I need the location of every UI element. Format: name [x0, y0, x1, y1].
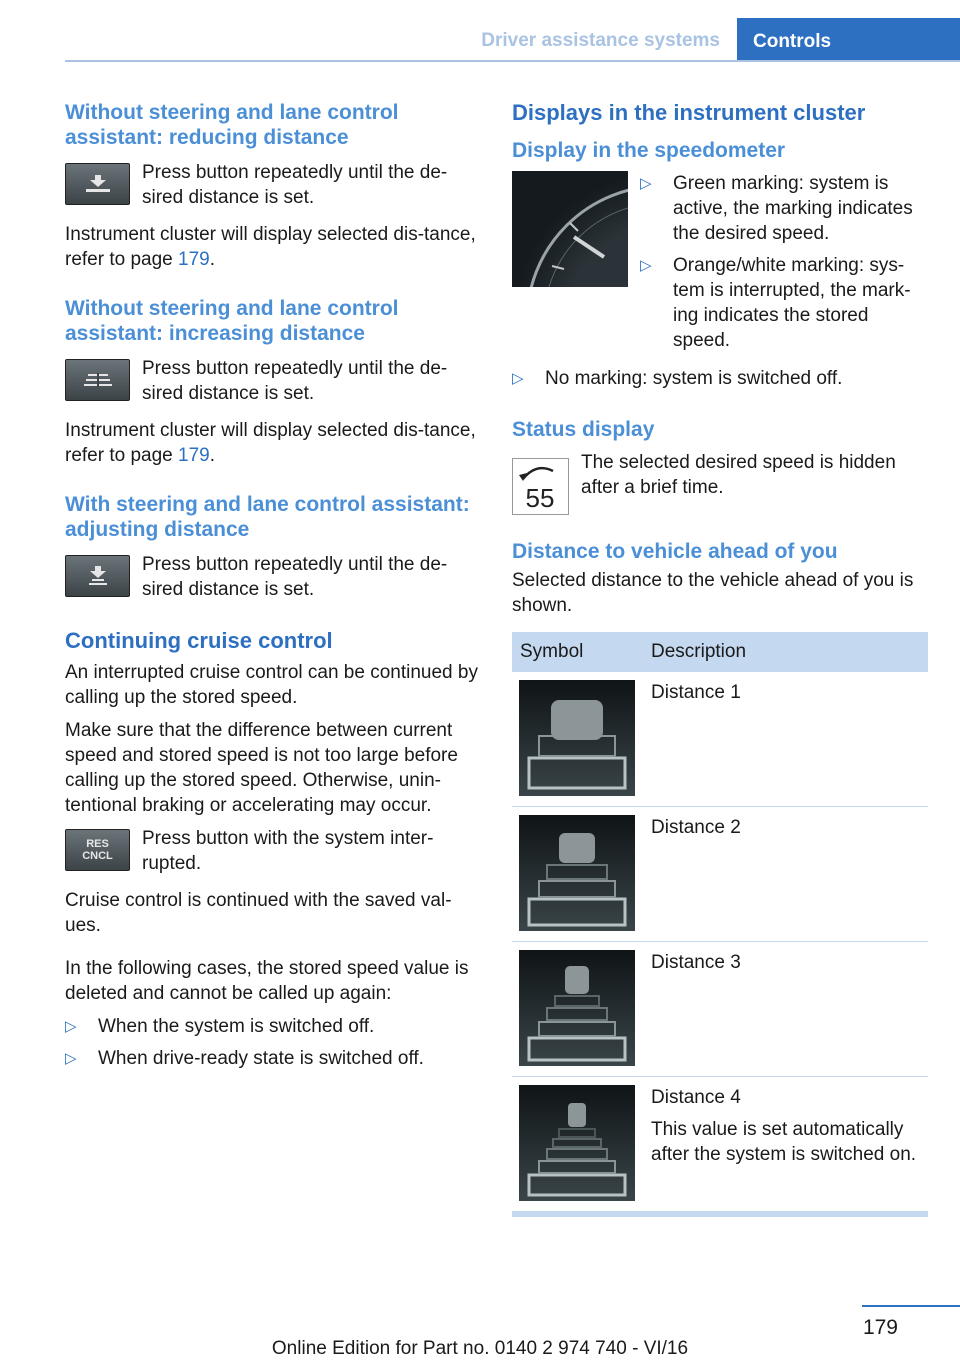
list-item: ▷ No marking: system is switched off. — [512, 368, 843, 389]
res-cncl-row — [65, 826, 479, 876]
page-ref-link[interactable]: 179 — [178, 249, 210, 270]
list-item: ▷ Orange/white marking: sys-tem is interrupted, the mark-ing indicates the stored speed. — [640, 255, 911, 351]
page-ref-link[interactable]: 179 — [178, 445, 210, 466]
heading-increase-distance: Without steering and lane control assistant: increasing distance — [65, 297, 399, 345]
reduce-distance-button-icon — [65, 163, 130, 205]
page-number: 179 — [862, 1316, 898, 1339]
status-speed-value: 55 — [525, 483, 555, 513]
increase-distance-text: Press button repeatedly until the de-sired distance is set. — [142, 358, 448, 404]
table-header-symbol: Symbol — [512, 632, 643, 672]
header-section-title: Driver assistance systems — [481, 30, 720, 51]
header-rule — [65, 60, 960, 62]
list-item: ▷ When drive-ready state is switched off. — [65, 1048, 424, 1069]
table-row — [512, 1077, 928, 1212]
heading-adjust-distance: With steering and lane control assistant: adjusting distance — [65, 493, 470, 541]
table-row — [512, 942, 928, 1077]
table-row — [512, 807, 928, 942]
continuing-para-2: Make sure that the difference between current speed and stored speed is not too large before calling up the stored speed. Otherwise, unin-tentional braking or accelerating may occur. — [65, 720, 458, 816]
left-column — [65, 100, 479, 1078]
heading-display-speedometer: Display in the speedometer — [512, 139, 786, 162]
speedometer-block — [512, 171, 928, 360]
triangle-bullet-icon: ▷ — [65, 1050, 77, 1067]
list-item: ▷ When the system is switched off. — [65, 1016, 375, 1037]
res-cncl-button-icon — [65, 829, 130, 871]
table-header-description: Description — [643, 632, 928, 672]
heading-distance-vehicle-ahead: Distance to vehicle ahead of you — [512, 540, 838, 563]
table-row — [512, 672, 928, 807]
increase-distance-row — [65, 356, 479, 406]
distance-4-symbol — [519, 1085, 635, 1201]
table-bottom-rule — [512, 1212, 928, 1217]
distance-table — [512, 632, 928, 1212]
heading-status-display: Status display — [512, 418, 655, 441]
edition-text: Online Edition for Part no. 0140 2 974 740 - VI/16 — [271, 1338, 689, 1359]
distance-para: Selected distance to the vehicle ahead of you is shown. — [512, 570, 914, 616]
reduce-distance-text: Press button repeatedly until the de-sired distance is set. — [142, 162, 448, 208]
heading-continuing-cruise-control: Continuing cruise control — [65, 628, 333, 653]
status-display-text: The selected desired speed is hidden after a brief time. — [581, 452, 896, 498]
page-footer — [0, 1300, 960, 1362]
res-cncl-label: RES CNCL — [82, 838, 113, 862]
increase-distance-button-icon — [65, 359, 130, 401]
res-cncl-text: Press button with the system inter-rupted. — [142, 828, 434, 874]
triangle-bullet-icon: ▷ — [640, 175, 652, 192]
continuing-para-3: Cruise control is continued with the saved val-ues. — [65, 890, 452, 936]
triangle-bullet-icon: ▷ — [65, 1018, 77, 1035]
continuing-para-1: An interrupted cruise control can be continued by calling up the stored speed. — [65, 662, 478, 708]
distance-label: Distance 2 — [651, 817, 741, 838]
heading-displays-instrument-cluster: Displays in the instrument cluster — [512, 100, 866, 125]
triangle-bullet-icon: ▷ — [640, 257, 652, 274]
speedometer-bullets — [640, 171, 928, 360]
adjust-distance-text: Press button repeatedly until the de-sired distance is set. — [142, 554, 448, 600]
distance-3-symbol — [519, 950, 635, 1066]
distance-label: Distance 3 — [651, 952, 741, 973]
distance-1-symbol — [519, 680, 635, 796]
list-item: ▷ Green marking: system is active, the marking indicates the desired speed. — [640, 173, 913, 244]
distance-label: Distance 1 — [651, 682, 741, 703]
adjust-distance-row — [65, 552, 479, 602]
adjust-distance-button-icon — [65, 555, 130, 597]
header-tab-controls[interactable]: Controls — [737, 18, 960, 62]
page-number-rule — [862, 1305, 960, 1307]
distance-label: Distance 4 — [651, 1087, 741, 1108]
distance-2-symbol — [519, 815, 635, 931]
status-speed-symbol — [512, 458, 569, 515]
heading-reduce-distance: Without steering and lane control assistant: reducing distance — [65, 101, 399, 149]
speedometer-image — [512, 171, 628, 287]
distance-note: This value is set automatically after the system is switched on. — [651, 1119, 917, 1165]
reduce-distance-row — [65, 160, 479, 210]
continuing-para-4: In the following cases, the stored speed value is deleted and cannot be called up again: — [65, 958, 469, 1004]
reduce-distance-para: Instrument cluster will display selected dis-tance, refer to page 179. — [65, 224, 476, 270]
triangle-bullet-icon: ▷ — [512, 370, 524, 387]
status-display-row — [512, 450, 928, 515]
right-column — [512, 100, 928, 1217]
increase-distance-para: Instrument cluster will display selected dis-tance, refer to page 179. — [65, 420, 476, 466]
page-header — [0, 0, 960, 62]
